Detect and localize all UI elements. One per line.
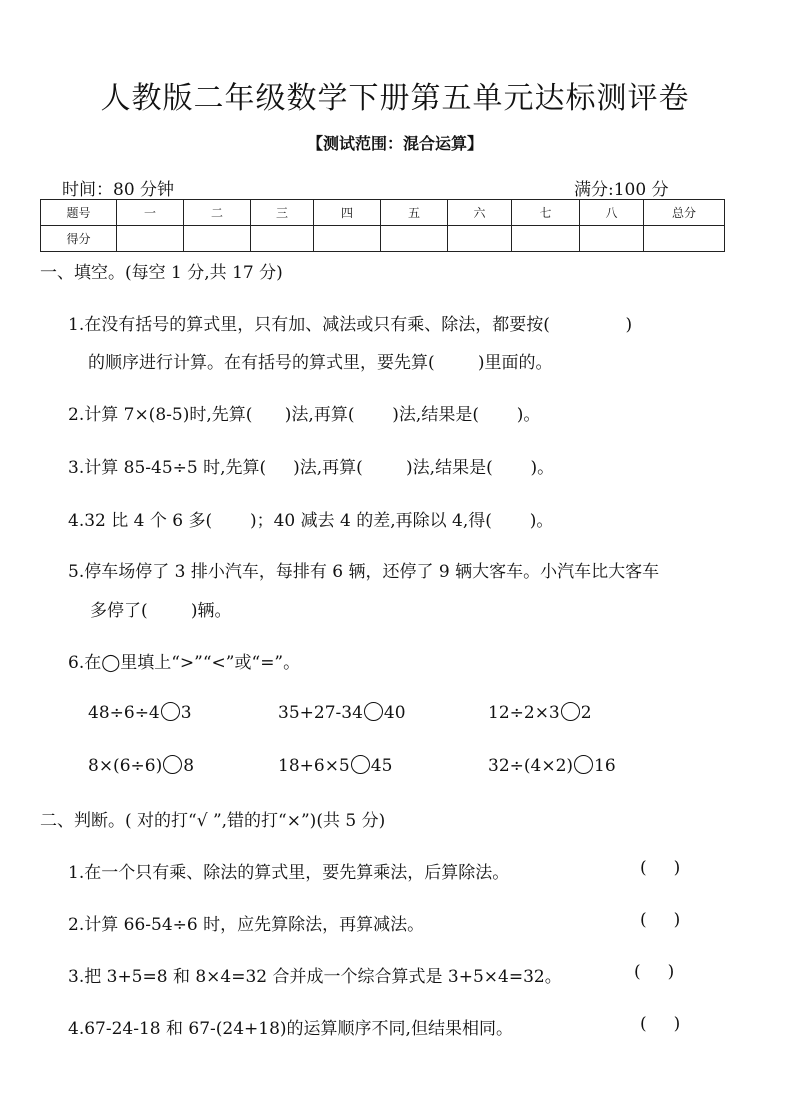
judge-item-1-bracket[interactable]: ( ): [640, 858, 681, 878]
score-table-score-row: [41, 226, 725, 252]
score-cell-label: 题号: [41, 200, 117, 226]
comparison-right: 16: [594, 756, 616, 776]
comparison-right: 2: [580, 703, 592, 723]
score-cell-8: 八: [580, 200, 644, 226]
score-cell-1: 一: [117, 200, 184, 226]
answer-circle[interactable]: [163, 755, 182, 774]
answer-circle[interactable]: [561, 702, 580, 721]
score-input-7[interactable]: [512, 226, 580, 252]
question-2: 2.计算 7×(8-5)时,先算( )法,再算( )法,结果是( )。: [68, 405, 541, 425]
score-cell-3: 三: [251, 200, 314, 226]
score-input-total[interactable]: [644, 226, 725, 252]
score-row-label: 得分: [41, 226, 117, 252]
comparison-right: 40: [383, 703, 406, 723]
score-cell-5: 五: [381, 200, 448, 226]
score-input-2[interactable]: [184, 226, 251, 252]
question-3: 3.计算 85-45÷5 时,先算( )法,再算( )法,结果是( )。: [68, 458, 555, 478]
judge-item-4-text: 4.67-24-18 和 67-(24+18)的运算顺序不同,但结果相同。: [68, 1019, 513, 1039]
score-input-4[interactable]: [314, 226, 381, 252]
comparison-left: 48÷6÷4: [88, 703, 160, 723]
score-input-5[interactable]: [381, 226, 448, 252]
comparison-left: 32÷(4×2): [488, 756, 574, 776]
question-5-line-1: 5.停车场停了 3 排小汽车，每排有 6 辆，还停了 9 辆大客车。小汽车比大客车: [68, 562, 660, 582]
comparison-left: 12÷2×3: [488, 703, 560, 723]
answer-circle[interactable]: [351, 755, 370, 774]
comparison-right: 45: [370, 756, 393, 776]
answer-circle[interactable]: [364, 702, 383, 721]
comparison-3: [488, 702, 592, 723]
answer-circle[interactable]: [574, 755, 593, 774]
comparison-6: [488, 755, 616, 776]
judge-item-4-bracket[interactable]: ( ): [640, 1014, 681, 1034]
section2-heading: 二、判断。( 对的打“√ ”,错的打“×”)(共 5 分): [40, 811, 386, 831]
score-cell-4: 四: [314, 200, 381, 226]
question-6: 6.在◯里填上“>”“<”或“=”。: [68, 653, 301, 673]
score-cell-total: 总分: [644, 200, 725, 226]
comparison-4: [88, 755, 194, 776]
section1-heading: 一、填空。(每空 1 分,共 17 分): [40, 263, 283, 283]
score-cell-7: 七: [512, 200, 580, 226]
test-scope: 【测试范围：混合运算】: [306, 134, 483, 153]
comparison-left: 35+27-34: [278, 703, 363, 723]
full-score: 满分:100 分: [574, 180, 669, 200]
comparison-left: 18+6×5: [278, 756, 350, 776]
comparison-1: [88, 702, 192, 723]
comparison-5: [278, 755, 392, 776]
question-4: 4.32 比 4 个 6 多( )；40 减去 4 的差,再除以 4,得( )。: [68, 511, 554, 531]
score-input-1[interactable]: [117, 226, 184, 252]
score-cell-6: 六: [448, 200, 512, 226]
comparison-2: [278, 702, 406, 723]
time-limit: 时间：80 分钟: [62, 180, 175, 200]
comparison-right: 8: [183, 756, 195, 776]
score-input-3[interactable]: [251, 226, 314, 252]
question-1-line-1: 1.在没有括号的算式里，只有加、减法或只有乘、除法，都要按( ): [68, 315, 633, 335]
score-table: [40, 199, 725, 252]
score-cell-2: 二: [184, 200, 251, 226]
score-table-header-row: [41, 200, 725, 226]
answer-circle[interactable]: [161, 702, 180, 721]
page-title: 人教版二年级数学下册第五单元达标测评卷: [100, 81, 690, 116]
judge-item-1-text: 1.在一个只有乘、除法的算式里，要先算乘法，后算除法。: [68, 863, 510, 883]
judge-item-2-text: 2.计算 66-54÷6 时，应先算除法，再算减法。: [68, 915, 425, 935]
judge-item-3-bracket[interactable]: ( ): [634, 962, 675, 982]
question-1-line-2: 的顺序进行计算。在有括号的算式里，要先算( )里面的。: [88, 353, 553, 373]
judge-item-3-text: 3.把 3+5=8 和 8×4=32 合并成一个综合算式是 3+5×4=32。: [68, 967, 562, 987]
score-input-6[interactable]: [448, 226, 512, 252]
comparison-left: 8×(6÷6): [88, 756, 163, 776]
judge-item-2-bracket[interactable]: ( ): [640, 910, 681, 930]
comparison-right: 3: [180, 703, 192, 723]
score-input-8[interactable]: [580, 226, 644, 252]
question-5-line-2: 多停了( )辆。: [90, 601, 232, 621]
